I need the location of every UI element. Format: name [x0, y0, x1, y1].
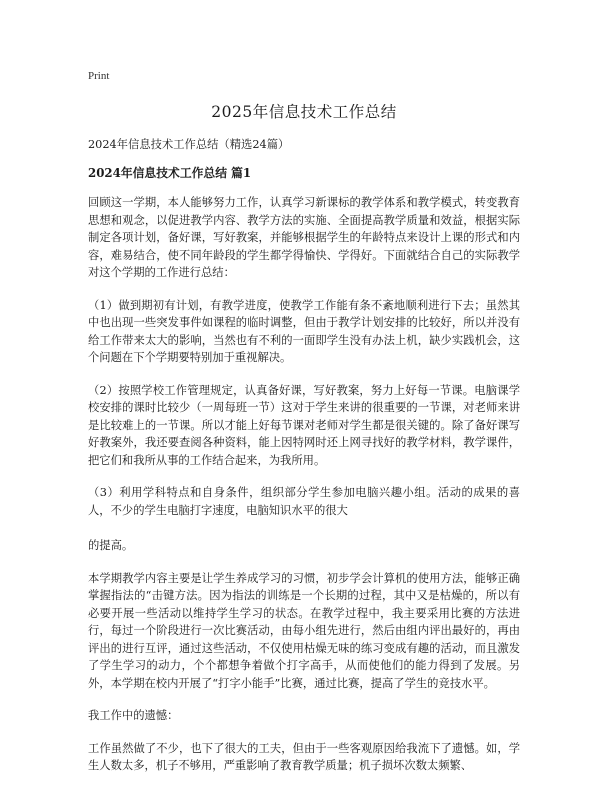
paragraph-item-2: （2）按照学校工作管理规定，认真备好课，写好教案，努力上好每一节课。电脑课学校安排的课时比较少（一周每班一节）这对于学生来讲的很重要的一节课，对老师来讲是比较难上的一节课。所以才能上好每节课对老师对学生都是很关键的。除了备好课写好教案外，我还要查阅各种资料，能上因特网时还上网寻找好的教学材料，教学课件，把它们和我所从事的工作结合起来，为我所用。	[88, 383, 520, 467]
paragraph-item-3-continued: 的提高。	[88, 539, 134, 552]
paragraph-regrets-heading: 我工作中的遗憾：	[88, 709, 179, 722]
print-label: Print	[88, 70, 110, 82]
paragraph-teaching-content: 本学期教学内容主要是让学生养成学习的习惯，初步学会计算机的使用方法，能够正确掌握指法的“击键方法。因为指法的训练是一个长期的过程，其中又是枯燥的，所以有必要开展一些活动以维持学生学习的状态。在教学过程中，我主要采用比赛的方法进行，每过一个阶段进行一次比赛活动，由每小组先进行，然后由组内评出最好的，再由评出的进行互评，通过这些活动，不仅使用枯燥无味的练习变成有趣的活动，而且激发了学生学习的动力，个个都想争着做个打字高手，从而使他们的能力得到了发展。另外，本学期在校内开展了“打字小能手”比赛，通过比赛，提高了学生的竞技水平。	[88, 571, 520, 690]
paragraph-item-1: （1）做到期初有计划，有教学进度，使教学工作能有条不紊地顺利进行下去；虽然其中也出现一些突发事件如课程的临时调整，但由于教学计划安排的比较好，所以并没有给工作带来太大的影响，当然也有不利的一面即学生没有办法上机，缺少实践机会，这个问题在下个学期要特别加于重视解决。	[88, 298, 520, 364]
document-subtitle: 2024年信息技术工作总结（精选24篇）	[88, 138, 290, 151]
paragraph-intro: 回顾这一学期，本人能够努力工作，认真学习新课标的教学体系和教学模式，转变教育思想和观念，以促进教学内容、教学方法的实施、全面提高教学质量和效益，根据实际制定各项计划，备好课，写好教案，并能够根据学生的年龄特点来设计上课的形式和内容，难易结合，使不同年龄段的学生都学得愉快、学得好。下面就结合自己的实际教学对这个学期的工作进行总结：	[88, 196, 520, 279]
document-title: 2025年信息技术工作总结	[211, 103, 397, 121]
section-heading: 2024年信息技术工作总结 篇1	[88, 166, 252, 180]
paragraph-regrets: 工作虽然做了不少，也下了很大的工夫，但由于一些客观原因给我流下了遗憾。如，学生人数太多，机子不够用，严重影响了教育教学质量；机子损坏次数太频繁、	[88, 741, 520, 772]
document-page	[88, 100, 520, 790]
paragraph-item-3: （3）利用学科特点和自身条件，组织部分学生参加电脑兴趣小组。活动的成果的喜人，不少的学生电脑打字速度，电脑知识水平的很大	[88, 486, 520, 517]
